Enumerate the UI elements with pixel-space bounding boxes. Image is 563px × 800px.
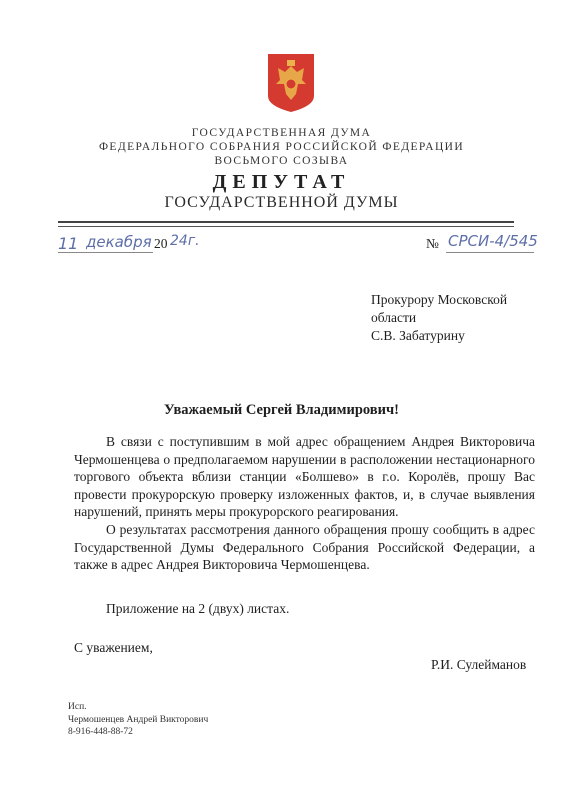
executor-label: Исп. — [68, 702, 87, 712]
executor-name: Чермошенцев Андрей Викторович — [68, 714, 209, 725]
number-label: № — [426, 236, 439, 251]
date-year-suffix: 24г. — [170, 233, 200, 249]
salutation: Уважаемый Сергей Владимирович! — [164, 402, 399, 418]
addressee-line-3: С.В. Забатурину — [371, 328, 465, 343]
letter-body — [74, 433, 535, 574]
signer-name: Р.И. Сулейманов — [431, 657, 527, 672]
executor-block — [68, 701, 208, 739]
russian-coat-of-arms-icon — [268, 54, 314, 112]
body-paragraph-2: О результатах рассмотрения данного обращения прошу сообщить в адрес Государственной Думы Федерального Собрания Российской Федерации, а также в адрес Андрея Викторовича Чермошенцева. — [74, 521, 535, 573]
closing: С уважением, — [74, 640, 153, 655]
letterhead-line-2: ФЕДЕРАЛЬНОГО СОБРАНИЯ РОССИЙСКОЙ ФЕДЕРАЦИИ — [98, 141, 465, 153]
date-year-prefix: 20 — [154, 236, 168, 251]
letterhead-line-1: ГОСУДАРСТВЕННАЯ ДУМА — [191, 127, 372, 139]
letterhead-subtitle: ГОСУДАРСТВЕННОЙ ДУМЫ — [164, 194, 399, 211]
number-underline — [446, 252, 534, 253]
date-underline — [58, 252, 153, 253]
letterhead-title: ДЕПУТАТ — [212, 171, 351, 193]
addressee-line-2: области — [371, 310, 417, 325]
header-rule-thick — [58, 221, 514, 223]
date-field — [58, 234, 198, 256]
letterhead-line-3: ВОСЬМОГО СОЗЫВА — [214, 155, 349, 167]
addressee-block — [371, 291, 507, 345]
addressee-line-1: Прокурору Московской — [371, 292, 508, 307]
registration-number: СРСИ-4/545 — [448, 232, 538, 250]
body-paragraph-1: В связи с поступившим в мой адрес обращением Андрея Викторовича Чермошенцева о предполагаемом нарушении в расположении нестационарного торгового объекта вблизи станции «Болшево» в г.о. Королёв, прошу Вас провести прокурорскую проверку изложенных фактов, и, в случае выявления нарушений, принять меры прокурорского реагирования. — [74, 434, 535, 520]
header-rule-thin — [58, 226, 514, 227]
registration-number-field — [420, 232, 538, 256]
attachment-note: Приложение на 2 (двух) листах. — [106, 601, 290, 616]
date-day: 11 — [58, 234, 79, 253]
executor-phone: 8-916-448-88-72 — [68, 727, 133, 737]
date-month: декабря — [86, 233, 152, 251]
